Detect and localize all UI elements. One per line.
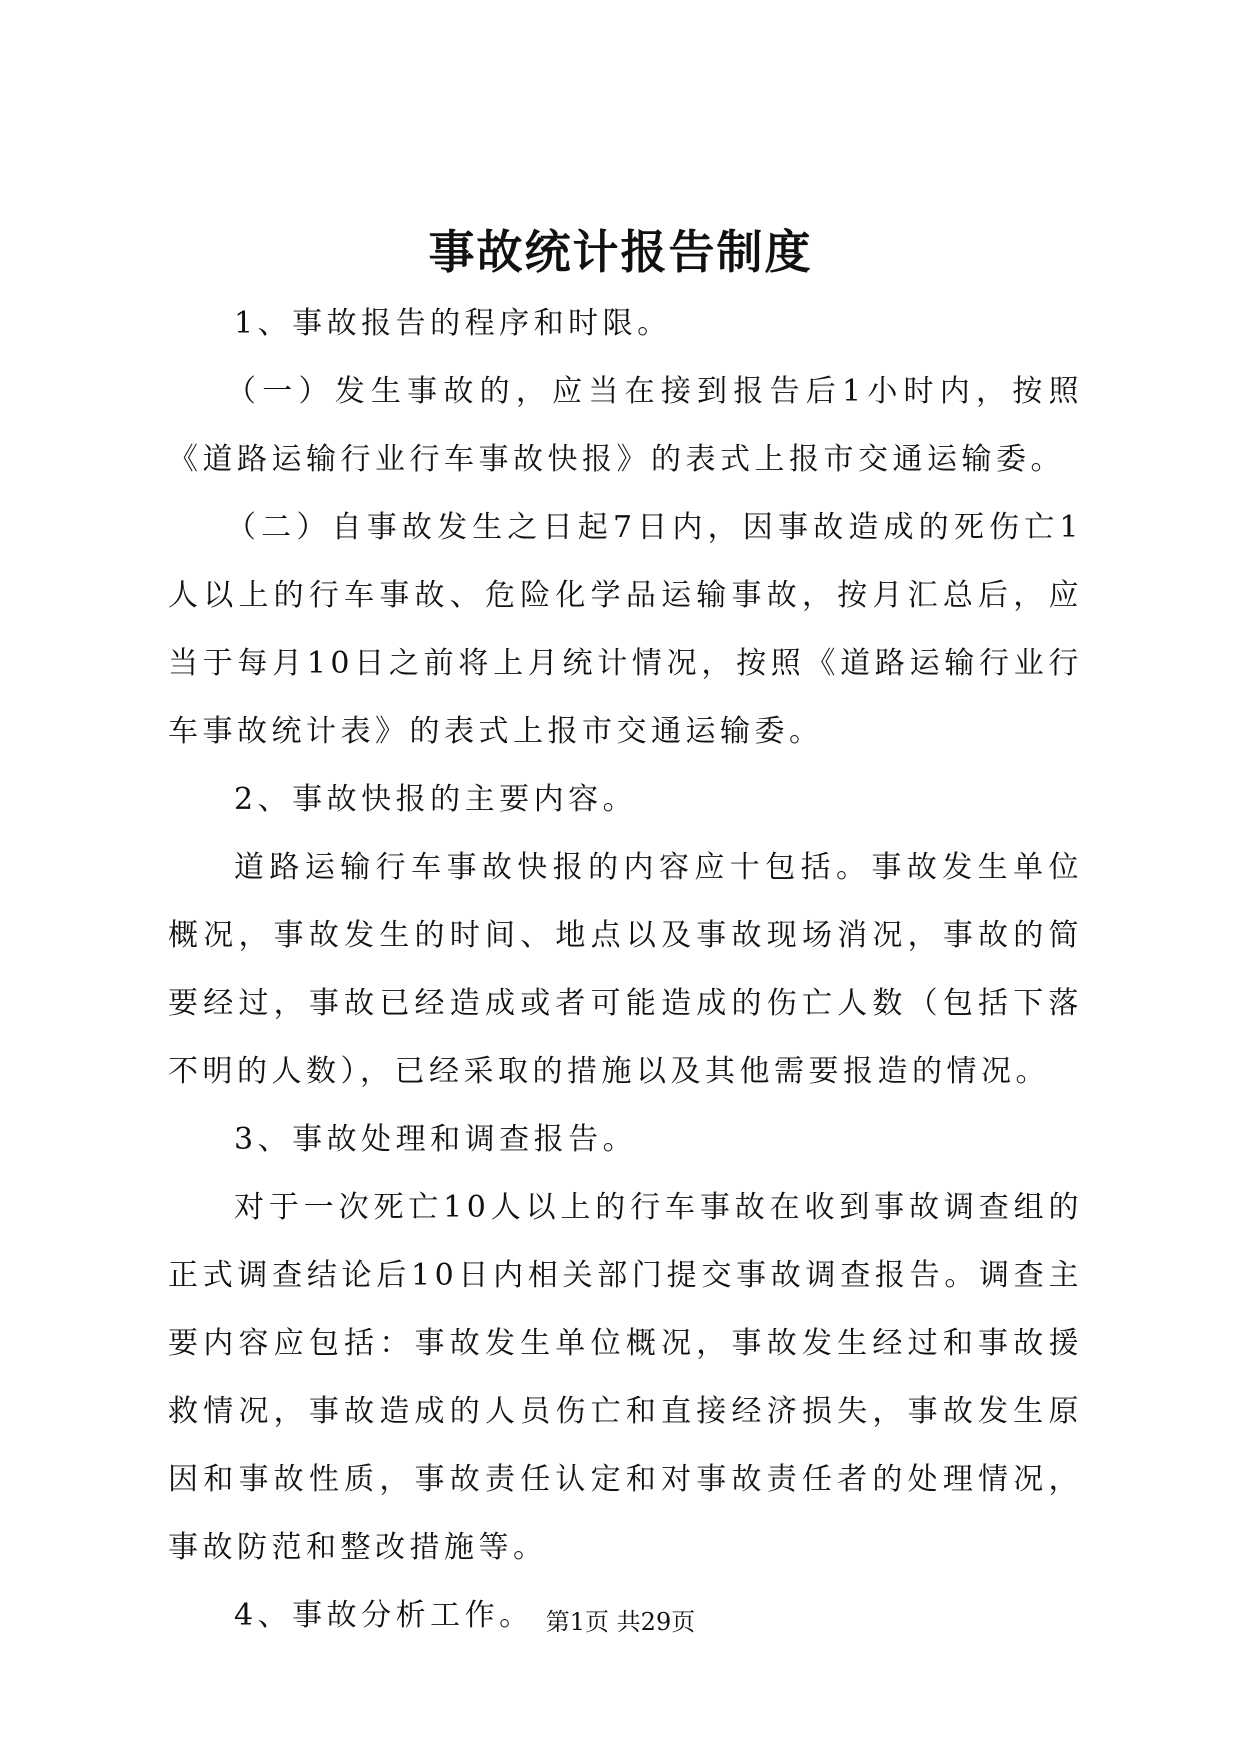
document-body: [168, 290, 1083, 1650]
document-title: 事故统计报告制度: [428, 225, 813, 279]
section-heading-3: 3、事故处理和调查报告。: [234, 1122, 638, 1157]
paragraph-3-1: 对于一次死亡10人以上的行车事故在收到事故调查组的正式调查结论后10日内相关部门提交事故调查报告。调查主要内容应包括：事故发生单位概况，事故发生经过和事故援救情况，事故造成的人员伤亡和直接经济损失，事故发生原因和事故性质，事故责任认定和对事故责任者的处理情况，事故防范和整改措施等。: [168, 1190, 1083, 1565]
section-heading-2: 2、事故快报的主要内容。: [234, 782, 638, 817]
paragraph-2-1: 道路运输行车事故快报的内容应十包括。事故发生单位概况，事故发生的时间、地点以及事故现场消况，事故的简要经过，事故已经造成或者可能造成的伤亡人数（包括下落不明的人数），已经采取的措施以及其他需要报造的情况。: [168, 850, 1083, 1089]
paragraph-1-1: （一）发生事故的，应当在接到报告后1小时内，按照《道路运输行业行车事故快报》的表式上报市交通运输委。: [168, 374, 1083, 477]
section-heading-4: 4、事故分析工作。: [234, 1598, 534, 1633]
page-number-footer: 第1页 共29页: [545, 1608, 696, 1636]
section-heading-1: 1、事故报告的程序和时限。: [234, 306, 672, 341]
paragraph-1-2: （二）自事故发生之日起7日内，因事故造成的死伤亡1人以上的行车事故、危险化学品运输事故，按月汇总后，应当于每月10日之前将上月统计情况，按照《道路运输行业行车事故统计表》的表式上报市交通运输委。: [168, 510, 1083, 749]
